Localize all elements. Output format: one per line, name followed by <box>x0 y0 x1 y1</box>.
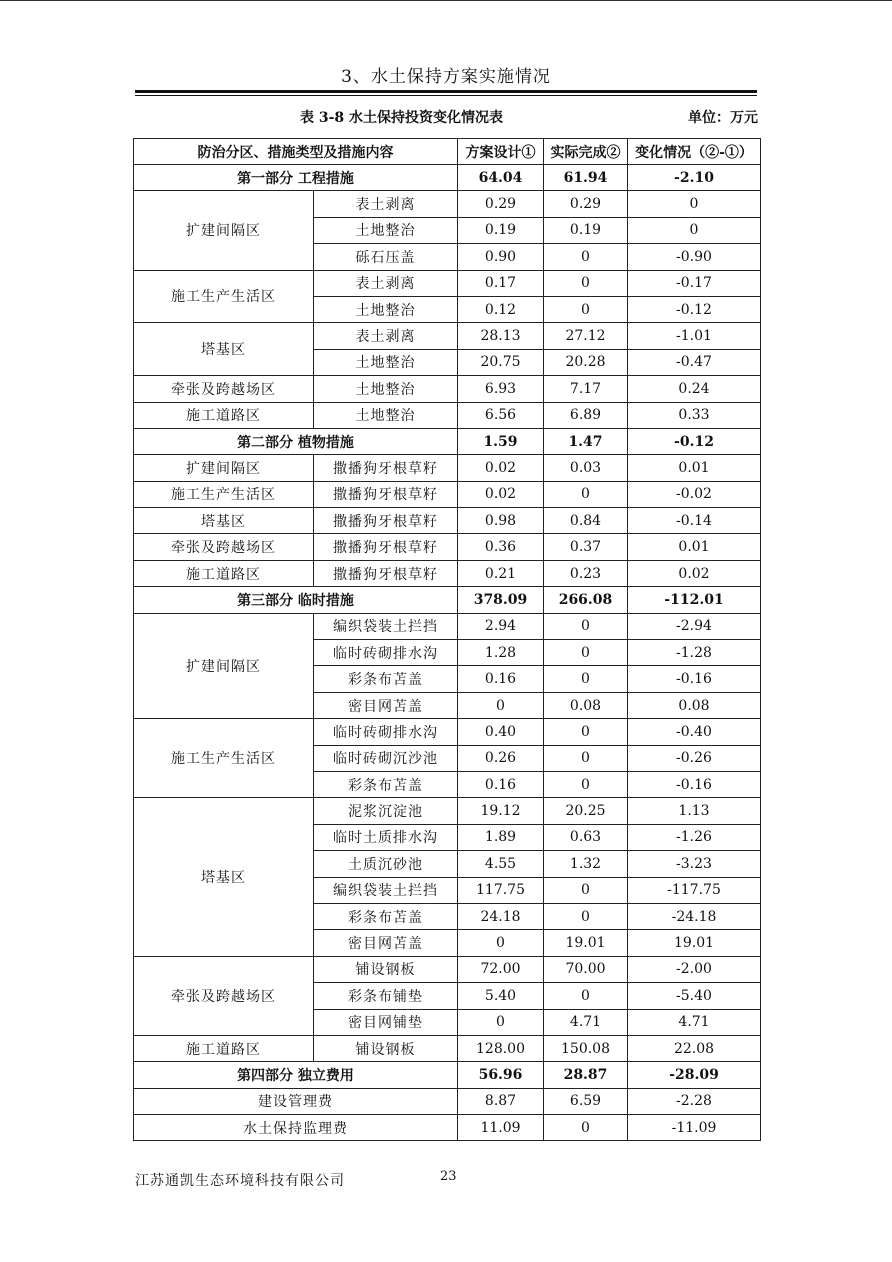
change-value: -117.75 <box>628 877 761 903</box>
actual-value: 0 <box>544 771 628 797</box>
actual-value: 0 <box>544 296 628 322</box>
column-header-actual: 实际完成② <box>544 139 628 165</box>
actual-value: 0 <box>544 640 628 666</box>
table-unit: 单位：万元 <box>688 110 758 126</box>
actual-value: 0 <box>544 481 628 507</box>
actual-value: 0 <box>544 613 628 639</box>
measure-name: 临时砖砌排水沟 <box>314 719 458 745</box>
zone-name: 施工生产生活区 <box>134 481 314 507</box>
change-value: -0.12 <box>628 296 761 322</box>
actual-value: 20.25 <box>544 798 628 824</box>
table-row <box>134 1035 761 1061</box>
measure-name: 临时土质排水沟 <box>314 824 458 850</box>
part-design-total: 378.09 <box>458 587 544 613</box>
table-row <box>134 270 761 296</box>
design-value: 0.16 <box>458 771 544 797</box>
design-value: 19.12 <box>458 798 544 824</box>
change-value: 0.01 <box>628 534 761 560</box>
table-row <box>134 191 761 217</box>
page-number: 23 <box>440 1169 457 1184</box>
actual-value: 0 <box>544 666 628 692</box>
measure-name: 土地整治 <box>314 296 458 322</box>
change-value: 0.33 <box>628 402 761 428</box>
change-value: 0.01 <box>628 455 761 481</box>
table-body <box>134 139 761 1141</box>
column-header-design: 方案设计① <box>458 139 544 165</box>
section-header: 3、水土保持方案实施情况 <box>341 67 551 87</box>
zone-name: 施工生产生活区 <box>134 719 314 798</box>
change-value: -1.01 <box>628 323 761 349</box>
measure-name: 彩条布铺垫 <box>314 983 458 1009</box>
actual-value: 0.08 <box>544 692 628 718</box>
design-value: 1.28 <box>458 640 544 666</box>
table-row <box>134 798 761 824</box>
zone-name: 扩建间隔区 <box>134 613 314 719</box>
measure-name: 表土剥离 <box>314 323 458 349</box>
table-row <box>134 560 761 586</box>
actual-value: 27.12 <box>544 323 628 349</box>
actual-value: 0.03 <box>544 455 628 481</box>
actual-value: 70.00 <box>544 956 628 982</box>
change-value: 4.71 <box>628 1009 761 1035</box>
measure-name: 撒播狗牙根草籽 <box>314 560 458 586</box>
change-value: -0.47 <box>628 349 761 375</box>
measure-name: 编织袋装土拦挡 <box>314 613 458 639</box>
table-row <box>134 956 761 982</box>
page-top-border <box>0 0 892 1</box>
measure-name: 土地整治 <box>314 349 458 375</box>
change-value: -0.02 <box>628 481 761 507</box>
fee-name: 建设管理费 <box>134 1088 458 1114</box>
change-value: -0.40 <box>628 719 761 745</box>
measure-name: 临时砖砌排水沟 <box>314 640 458 666</box>
change-value: 0 <box>628 191 761 217</box>
part-change-total: -0.12 <box>628 428 761 454</box>
design-value: 0 <box>458 1009 544 1035</box>
change-value: 0.08 <box>628 692 761 718</box>
actual-value: 20.28 <box>544 349 628 375</box>
actual-value: 0 <box>544 270 628 296</box>
zone-name: 施工生产生活区 <box>134 270 314 323</box>
table-row <box>134 613 761 639</box>
table-row <box>134 508 761 534</box>
actual-value: 0.84 <box>544 508 628 534</box>
change-value: 0.02 <box>628 560 761 586</box>
table-row <box>134 402 761 428</box>
change-value: -11.09 <box>628 1115 761 1141</box>
design-value: 0.98 <box>458 508 544 534</box>
change-value: -5.40 <box>628 983 761 1009</box>
table-row <box>134 534 761 560</box>
change-value: -3.23 <box>628 851 761 877</box>
change-value: -2.94 <box>628 613 761 639</box>
measure-name: 土质沉砂池 <box>314 851 458 877</box>
actual-value: 4.71 <box>544 1009 628 1035</box>
actual-value: 0 <box>544 903 628 929</box>
design-value: 8.87 <box>458 1088 544 1114</box>
zone-name: 牵张及跨越场区 <box>134 376 314 402</box>
actual-value: 0 <box>544 877 628 903</box>
design-value: 0.02 <box>458 455 544 481</box>
design-value: 20.75 <box>458 349 544 375</box>
measure-name: 密目网苫盖 <box>314 692 458 718</box>
actual-value: 0.63 <box>544 824 628 850</box>
measure-name: 土地整治 <box>314 376 458 402</box>
design-value: 11.09 <box>458 1115 544 1141</box>
design-value: 0.26 <box>458 745 544 771</box>
actual-value: 0 <box>544 244 628 270</box>
table-header-row <box>134 139 761 165</box>
measure-name: 密目网苫盖 <box>314 930 458 956</box>
part-actual-total: 61.94 <box>544 165 628 191</box>
header-rule-thin <box>135 95 757 96</box>
design-value: 0.12 <box>458 296 544 322</box>
change-value: -1.26 <box>628 824 761 850</box>
measure-name: 彩条布苫盖 <box>314 903 458 929</box>
table-row <box>134 481 761 507</box>
table-row <box>134 376 761 402</box>
zone-name: 塔基区 <box>134 508 314 534</box>
measure-name: 撒播狗牙根草籽 <box>314 508 458 534</box>
zone-name: 扩建间隔区 <box>134 455 314 481</box>
actual-value: 0 <box>544 719 628 745</box>
measure-name: 临时砖砌沉沙池 <box>314 745 458 771</box>
part-label: 第二部分 植物措施 <box>134 428 458 454</box>
measure-name: 撒播狗牙根草籽 <box>314 534 458 560</box>
part-design-total: 56.96 <box>458 1062 544 1088</box>
change-value: -0.14 <box>628 508 761 534</box>
fee-name: 水土保持监理费 <box>134 1115 458 1141</box>
actual-value: 150.08 <box>544 1035 628 1061</box>
column-header-change: 变化情况（②-①） <box>628 139 761 165</box>
design-value: 0.17 <box>458 270 544 296</box>
part-actual-total: 28.87 <box>544 1062 628 1088</box>
design-value: 24.18 <box>458 903 544 929</box>
actual-value: 0.23 <box>544 560 628 586</box>
change-value: -2.00 <box>628 956 761 982</box>
part-header-row <box>134 587 761 613</box>
design-value: 6.56 <box>458 402 544 428</box>
change-value: -0.17 <box>628 270 761 296</box>
actual-value: 1.32 <box>544 851 628 877</box>
table-row <box>134 1088 761 1114</box>
design-value: 0.36 <box>458 534 544 560</box>
actual-value: 0.19 <box>544 217 628 243</box>
part-label: 第四部分 独立费用 <box>134 1062 458 1088</box>
part-change-total: -28.09 <box>628 1062 761 1088</box>
change-value: -0.16 <box>628 771 761 797</box>
change-value: -0.90 <box>628 244 761 270</box>
zone-name: 施工道路区 <box>134 560 314 586</box>
design-value: 1.89 <box>458 824 544 850</box>
design-value: 0.40 <box>458 719 544 745</box>
actual-value: 0.37 <box>544 534 628 560</box>
design-value: 0.16 <box>458 666 544 692</box>
change-value: 0 <box>628 217 761 243</box>
design-value: 0.19 <box>458 217 544 243</box>
zone-name: 塔基区 <box>134 798 314 956</box>
part-actual-total: 1.47 <box>544 428 628 454</box>
measure-name: 彩条布苫盖 <box>314 666 458 692</box>
actual-value: 0.29 <box>544 191 628 217</box>
design-value: 6.93 <box>458 376 544 402</box>
measure-name: 密目网铺垫 <box>314 1009 458 1035</box>
part-header-row <box>134 428 761 454</box>
design-value: 0.21 <box>458 560 544 586</box>
measure-name: 砾石压盖 <box>314 244 458 270</box>
measure-name: 编织袋装土拦挡 <box>314 877 458 903</box>
design-value: 0.29 <box>458 191 544 217</box>
zone-name: 施工道路区 <box>134 402 314 428</box>
change-value: -1.28 <box>628 640 761 666</box>
measure-name: 土地整治 <box>314 217 458 243</box>
design-value: 0.90 <box>458 244 544 270</box>
header-rule-thick <box>135 90 757 93</box>
measure-name: 泥浆沉淀池 <box>314 798 458 824</box>
table-row <box>134 455 761 481</box>
measure-name: 表土剥离 <box>314 191 458 217</box>
change-value: 22.08 <box>628 1035 761 1061</box>
design-value: 28.13 <box>458 323 544 349</box>
design-value: 5.40 <box>458 983 544 1009</box>
part-change-total: -2.10 <box>628 165 761 191</box>
investment-change-table <box>133 138 761 1141</box>
actual-value: 19.01 <box>544 930 628 956</box>
design-value: 128.00 <box>458 1035 544 1061</box>
actual-value: 6.59 <box>544 1088 628 1114</box>
measure-name: 彩条布苫盖 <box>314 771 458 797</box>
design-value: 0.02 <box>458 481 544 507</box>
change-value: -0.16 <box>628 666 761 692</box>
zone-name: 施工道路区 <box>134 1035 314 1061</box>
design-value: 117.75 <box>458 877 544 903</box>
part-label: 第三部分 临时措施 <box>134 587 458 613</box>
measure-name: 铺设钢板 <box>314 956 458 982</box>
zone-name: 塔基区 <box>134 323 314 376</box>
zone-name: 扩建间隔区 <box>134 191 314 270</box>
table-row <box>134 719 761 745</box>
part-design-total: 64.04 <box>458 165 544 191</box>
table-row <box>134 323 761 349</box>
actual-value: 7.17 <box>544 376 628 402</box>
table-caption: 表 3-8 水土保持投资变化情况表 <box>300 110 504 126</box>
actual-value: 6.89 <box>544 402 628 428</box>
change-value: -2.28 <box>628 1088 761 1114</box>
measure-name: 表土剥离 <box>314 270 458 296</box>
footer-company: 江苏通凯生态环境科技有限公司 <box>135 1173 345 1189</box>
table-row <box>134 1115 761 1141</box>
change-value: 1.13 <box>628 798 761 824</box>
change-value: 19.01 <box>628 930 761 956</box>
change-value: -24.18 <box>628 903 761 929</box>
measure-name: 铺设钢板 <box>314 1035 458 1061</box>
measure-name: 土地整治 <box>314 402 458 428</box>
design-value: 72.00 <box>458 956 544 982</box>
design-value: 0 <box>458 930 544 956</box>
change-value: -0.26 <box>628 745 761 771</box>
part-header-row <box>134 165 761 191</box>
change-value: 0.24 <box>628 376 761 402</box>
part-label: 第一部分 工程措施 <box>134 165 458 191</box>
part-header-row <box>134 1062 761 1088</box>
design-value: 0 <box>458 692 544 718</box>
part-change-total: -112.01 <box>628 587 761 613</box>
zone-name: 牵张及跨越场区 <box>134 534 314 560</box>
design-value: 4.55 <box>458 851 544 877</box>
part-actual-total: 266.08 <box>544 587 628 613</box>
zone-name: 牵张及跨越场区 <box>134 956 314 1035</box>
measure-name: 撒播狗牙根草籽 <box>314 455 458 481</box>
actual-value: 0 <box>544 1115 628 1141</box>
actual-value: 0 <box>544 745 628 771</box>
measure-name: 撒播狗牙根草籽 <box>314 481 458 507</box>
design-value: 2.94 <box>458 613 544 639</box>
actual-value: 0 <box>544 983 628 1009</box>
part-design-total: 1.59 <box>458 428 544 454</box>
column-header-category: 防治分区、措施类型及措施内容 <box>134 139 458 165</box>
